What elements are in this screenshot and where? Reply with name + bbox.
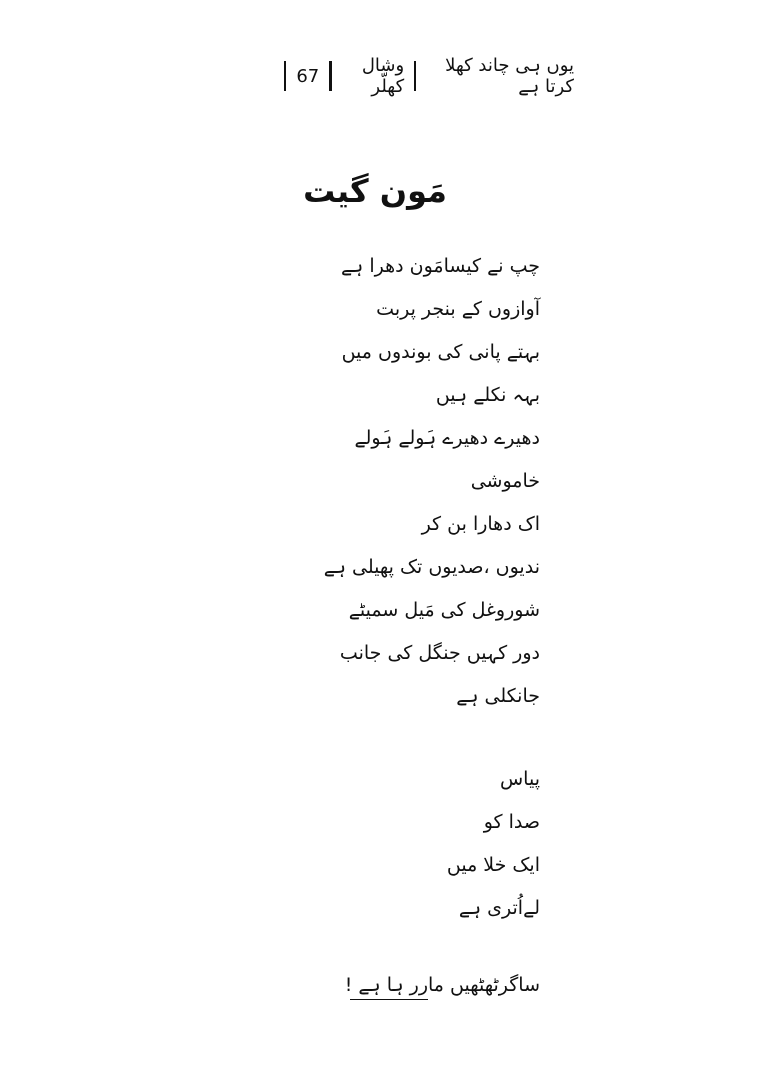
end-rule	[350, 999, 428, 1000]
poem-line: شوروغل کی مَیل سمیٹے	[348, 599, 540, 621]
header-separator	[414, 61, 416, 91]
poem-line: خاموشی	[470, 470, 540, 492]
poem-line: ایک خلا میں	[446, 854, 540, 876]
poem-line: صدا کو	[483, 811, 540, 833]
poem-title: مَون گیت	[303, 172, 447, 210]
closing-line: ساگرٹھٹھیں مارر ہا ہے !	[344, 974, 540, 996]
page-header	[284, 55, 574, 97]
poem-line: پیاس	[499, 768, 540, 790]
poem-line: دھیرے دھیرے ہَولے ہَولے	[354, 427, 540, 449]
stanza-break	[280, 718, 540, 758]
poem-line: چپ نے کیسامَون دھرا ہے	[341, 255, 540, 277]
poem-line: جانکلی ہے	[456, 685, 540, 707]
poem-line: بہتے پانی کی بوندوں میں	[341, 341, 540, 363]
poem-body	[280, 245, 540, 1007]
poem-line: دور کہیں جنگل کی جانب	[339, 642, 540, 664]
poem-line: اک دھارا بن کر	[421, 513, 540, 535]
book-title: یوں ہی چاند کھلا کرتا ہے	[445, 55, 574, 97]
page-number: 67	[296, 65, 320, 87]
header-separator	[284, 61, 286, 91]
poem-line: بہہ نکلے ہیں	[435, 384, 540, 406]
poem-line: ندیوں ،صدیوں تک پھیلی ہے	[323, 556, 540, 578]
author-name: وشال کھلّر	[361, 55, 405, 97]
poem-line: آوازوں کے بنجر پربت	[376, 298, 540, 320]
header-separator	[329, 61, 331, 91]
poem-line: لےاُتری ہے	[458, 897, 540, 919]
